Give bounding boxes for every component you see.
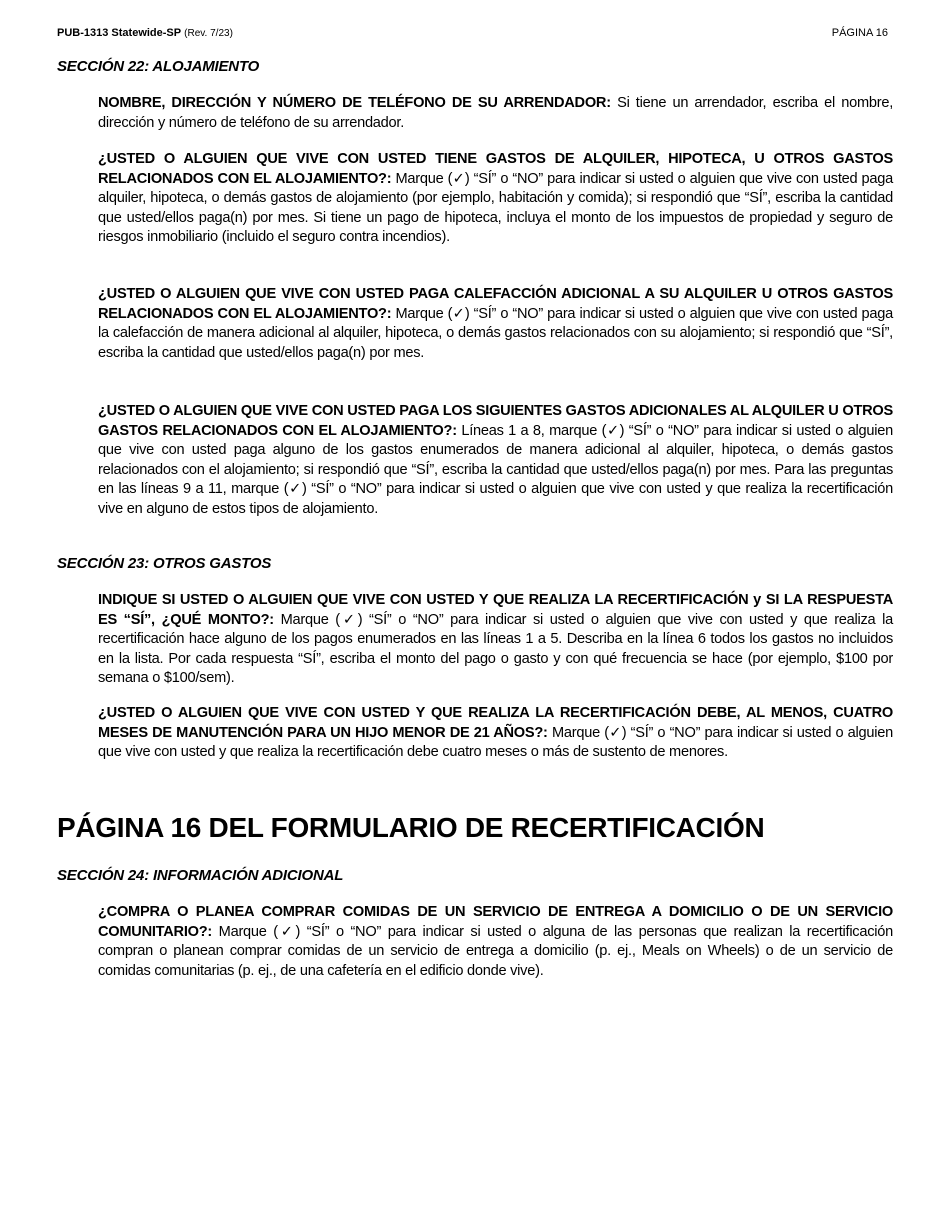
paragraph-additional-expenses	[98, 402, 893, 519]
paragraph-meals	[98, 903, 893, 981]
paragraph-text: Marque (✓) “SÍ” o “NO” para indicar si usted o alguien que vive con usted paga alquiler, hipoteca, o demás gastos de alojamiento (por ejemplo, habitación y comida); si respondió que “SÍ”, escriba la cantidad que usted/ellos paga(n) por mes. Si tiene un pago de hipoteca, incluya el monto de los impuestos de propiedad y seguro de riesgos inmobiliario (incluido el seguro contra incendios).	[98, 170, 893, 245]
paragraph-text: Líneas 1 a 8, marque (✓) “SÍ” o “NO” para indicar si usted o alguien que vive con usted paga alguno de los gastos enumerados de manera adicional al alquiler, hipoteca, o demás gastos relacionados con el alojamiento; si respondió que “SÍ”, escriba la cantidad que usted/ellos paga(n) por mes. Para las preguntas en las líneas 9 a 11, marque (✓) “SÍ” o “NO” para indicar si usted o alguien que vive con usted y que realiza la recertificación vive en alguno de estos tipos de alojamiento.	[98, 422, 894, 517]
form-id	[57, 27, 233, 39]
section-23-title: SECCIÓN 23: OTROS GASTOS	[57, 555, 272, 572]
section-22-title: SECCIÓN 22: ALOJAMIENTO	[57, 58, 260, 75]
paragraph-heating	[98, 285, 893, 363]
paragraph-lead: ¿USTED O ALGUIEN QUE VIVE CON USTED Y QUE REALIZA LA RECERTIFICACIÓN DEBE, AL MENOS, CUATRO MESES DE MANUTENCIÓN PARA UN HIJO MENOR DE 21 AÑOS?:	[98, 705, 893, 741]
paragraph-text: Marque (✓) “SÍ” o “NO” para indicar si usted o alguien que vive con usted y que realiza la recertificación hace alguno de los pagos enumerados en las líneas 1 a 5. Describa en la línea 6 todos los gastos no incluidos en la lista. Por cada respuesta “SÍ”, escriba el monto del pago o gasto y con qué frecuencia se hace (por ejemplo, $100 por semana o $100/sem).	[98, 611, 893, 686]
paragraph-child-support	[98, 704, 893, 763]
page-heading: PÁGINA 16 DEL FORMULARIO DE RECERTIFICACIÓN	[57, 812, 765, 843]
paragraph-text: Marque (✓) “SÍ” o “NO” para indicar si usted o alguien que vive con usted paga la calefacción de manera adicional al alquiler, hipoteca, o demás gastos relacionados con su alojamiento; si respondió que “SÍ”, escriba la cantidad que usted/ellos paga(n) por mes.	[98, 305, 893, 361]
paragraph-other-expenses	[98, 591, 893, 689]
paragraph-lead: ¿USTED O ALGUIEN QUE VIVE CON USTED PAGA LOS SIGUIENTES GASTOS ADICIONALES AL ALQUILER U OTROS GASTOS RELACIONADOS CON EL ALOJAMIENTO?:	[98, 403, 893, 439]
page-label: PÁGINA 16	[831, 27, 888, 39]
paragraph-lead: ¿COMPRA O PLANEA COMPRAR COMIDAS DE UN SERVICIO DE ENTREGA A DOMICILIO O DE UN SERVICIO COMUNITARIO?:	[98, 904, 893, 940]
page-header	[57, 27, 888, 39]
paragraph-lead: ¿USTED O ALGUIEN QUE VIVE CON USTED PAGA CALEFACCIÓN ADICIONAL A SU ALQUILER U OTROS GASTOS RELACIONADOS CON EL ALOJAMIENTO?:	[98, 286, 893, 322]
paragraph-housing-costs	[98, 150, 893, 248]
paragraph-lead: NOMBRE, DIRECCIÓN Y NÚMERO DE TELÉFONO DE SU ARRENDADOR:	[98, 95, 611, 111]
form-id-text: PUB-1313 Statewide-SP	[57, 27, 182, 39]
paragraph-text: Marque (✓) “SÍ” o “NO” para indicar si usted o alguna de las personas que realizan la recertificación compran o planean comprar comidas de un servicio de entrega a domicilio (p. ej., Meals on Wheels) o de un servicio de comidas comunitarias (p. ej., de una cafetería en el edificio donde vive).	[98, 923, 893, 979]
paragraph-text: Si tiene un arrendador, escriba el nombre, dirección y número de teléfono de su arrendador.	[98, 95, 894, 131]
revision: (Rev. 7/23)	[184, 28, 233, 39]
paragraph-lead: ¿USTED O ALGUIEN QUE VIVE CON USTED TIENE GASTOS DE ALQUILER, HIPOTECA, U OTROS GASTOS RELACIONADOS CON EL ALOJAMIENTO?:	[98, 151, 893, 187]
paragraph-lead: INDIQUE SI USTED O ALGUIEN QUE VIVE CON USTED Y QUE REALIZA LA RECERTIFICACIÓN y SI LA RESPUESTA ES “SÍ”, ¿QUÉ MONTO?:	[98, 592, 893, 628]
paragraph-text: Marque (✓) “SÍ” o “NO” para indicar si usted o alguien que vive con usted y que realiza la recertificación debe cuatro meses o más de sustento de menores.	[98, 724, 893, 760]
section-24-title: SECCIÓN 24: INFORMACIÓN ADICIONAL	[57, 867, 344, 884]
paragraph-landlord	[98, 94, 893, 133]
